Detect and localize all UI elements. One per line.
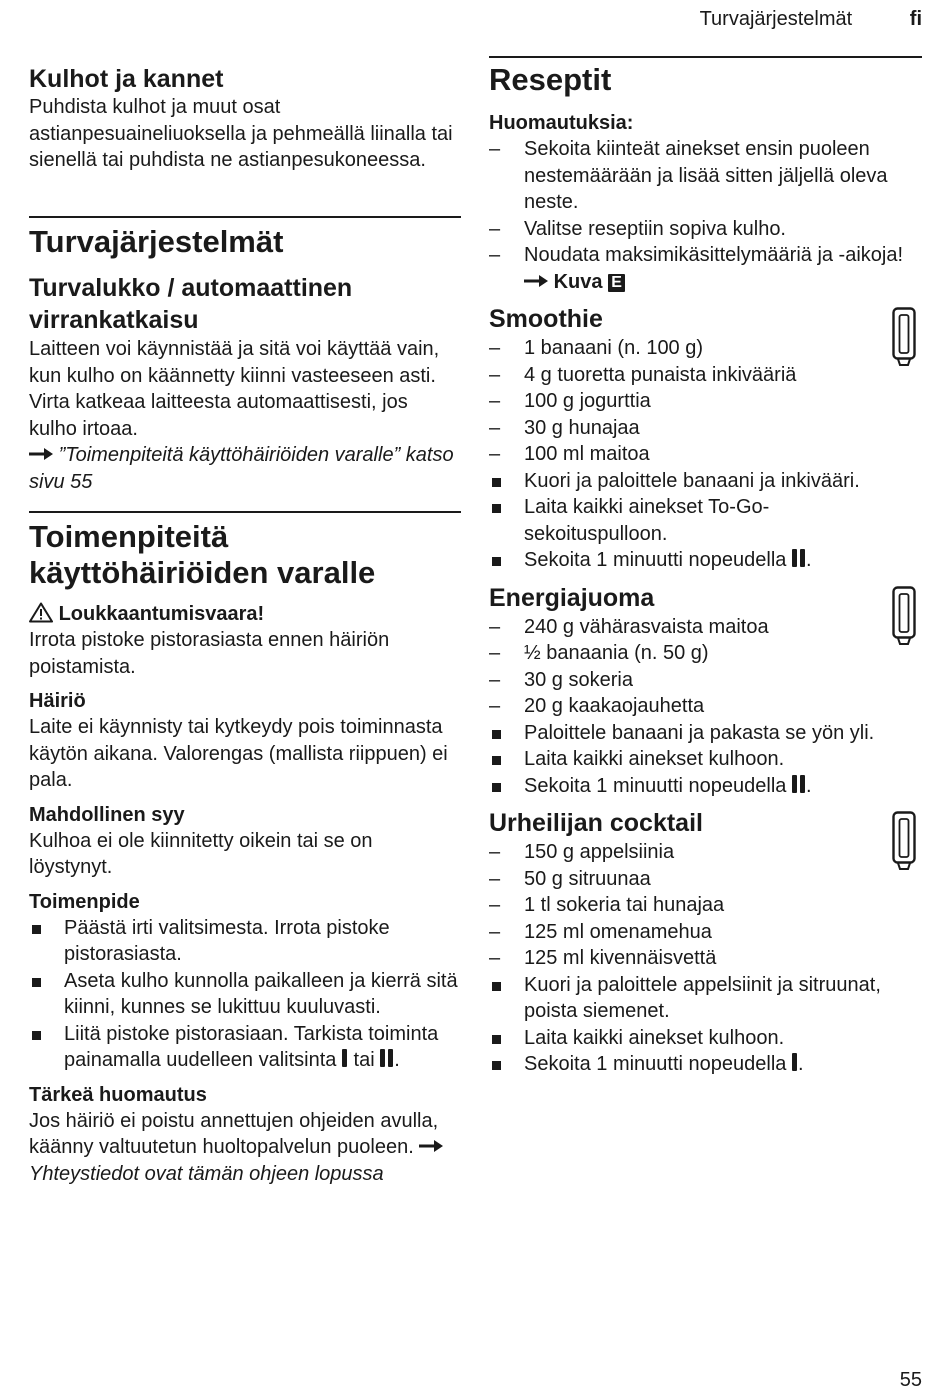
reseptit-section <box>489 62 922 1078</box>
list-item: Sekoita 1 minuutti nopeudella . <box>489 773 922 800</box>
list-item: Sekoita 1 minuutti nopeudella . <box>489 1051 922 1078</box>
list-item: Sekoita 1 minuutti nopeudella . <box>489 547 922 574</box>
ingredients-list <box>489 335 922 468</box>
list-item: – 4 g tuoretta punaista inkivääriä <box>489 362 922 389</box>
syy-body: Kulhoa ei ole kiinnitetty oikein tai se on löystynyt. <box>29 829 373 878</box>
divider <box>29 511 461 513</box>
turva-section <box>29 224 461 495</box>
notes-list <box>489 136 922 295</box>
divider <box>29 216 461 218</box>
arrow-right-icon <box>419 1140 443 1152</box>
steps-list <box>489 720 922 800</box>
list-item: Kuori ja paloittele banaani ja inkivääri. <box>489 468 922 495</box>
syy-label: Mahdollinen syy <box>29 803 185 826</box>
recipe-energiajuoma <box>489 582 922 614</box>
turva-body: Laitteen voi käynnistää ja sitä voi käyttää vain, kun kulho on käännetty kiinni vasteeseen asti. Virta katkeaa laitteesta automaattisesti, jos kulho irtoaa. <box>29 338 440 440</box>
list-item: – 100 ml maitoa <box>489 441 922 468</box>
notes-label: Huomautuksia: <box>489 112 634 134</box>
recipe-urheilijan-cocktail <box>489 807 922 839</box>
list-item: Paloittele banaani ja pakasta se yön yli. <box>489 720 922 747</box>
warning-heading <box>29 601 461 627</box>
toimen-title: Toimenpiteitä käyttöhäiriöiden varalle <box>29 519 376 590</box>
list-item: – 150 g appelsiinia <box>489 839 922 866</box>
kulhot-title: Kulhot ja kannet <box>29 65 224 93</box>
ingredients-list <box>489 614 922 720</box>
divider <box>489 56 922 58</box>
toimenpide-label: Toimenpide <box>29 890 140 913</box>
page-number: 55 <box>899 1368 922 1391</box>
speed-2-icon <box>792 548 806 568</box>
turva-subtitle: Turvalukko / automaattinen virrankatkaisu <box>29 274 353 334</box>
kulhot-section <box>29 64 461 174</box>
page-header <box>700 6 922 33</box>
list-item: – 1 banaani (n. 100 g) <box>489 335 922 362</box>
warning-body: Irrota pistoke pistorasiasta ennen häiriön poistamista. <box>29 629 390 678</box>
ingredients-list <box>489 839 922 972</box>
list-item: Päästä irti valitsimesta. Irrota pistoke pistorasiasta. <box>29 915 461 968</box>
list-item: – Noudata maksimikäsittelymääriä ja -aikoja! Kuva E <box>489 242 922 295</box>
recipe-title: Energiajuoma <box>489 583 655 612</box>
list-item: – 30 g hunajaa <box>489 415 922 442</box>
list-item: – 1 tl sokeria tai hunajaa <box>489 892 922 919</box>
list-item: Aseta kulho kunnolla paikalleen ja kierrä sitä kiinni, kunnes se lukittuu kuuluvasti. <box>29 968 461 1021</box>
speed-1-icon <box>342 1048 348 1068</box>
tarkea-body: Jos häiriö ei poistu annettujen ohjeiden avulla, käänny valtuutetun huoltopalvelun puoleen. <box>29 1109 439 1158</box>
steps-list <box>489 972 922 1078</box>
reseptit-title: Reseptit <box>489 62 612 97</box>
list-item: – 100 g jogurttia <box>489 388 922 415</box>
recipe-title: Urheilijan cocktail <box>489 809 703 837</box>
steps-list <box>489 468 922 574</box>
list-item: Liitä pistoke pistorasiaan. Tarkista toiminta painamalla uudelleen valitsinta tai . <box>29 1021 461 1074</box>
list-item: – 125 ml kivennäisvettä <box>489 945 922 972</box>
turva-reference-link[interactable]: ”Toimenpiteitä käyttöhäiriöiden varalle” katso sivu 55 <box>29 444 454 493</box>
list-item: Laita kaikki ainekset kulhoon. <box>489 1025 922 1052</box>
list-item: – Sekoita kiinteät ainekset ensin puoleen nestemäärään ja lisää sitten jäljellä oleva neste. <box>489 136 922 216</box>
warning-title: Loukkaantumisvaara! <box>58 603 265 625</box>
list-item: – Valitse reseptiin sopiva kulho. <box>489 216 922 243</box>
arrow-right-icon <box>524 275 548 287</box>
list-item: – 240 g vähärasvaista maitoa <box>489 614 922 641</box>
header-language-code: fi <box>909 8 922 30</box>
list-item: – ½ banaania (n. 50 g) <box>489 640 922 667</box>
arrow-right-icon <box>29 448 53 460</box>
hairio-body: Laite ei käynnisty tai kytkeydy pois toiminnasta käytön aikana. Valorengas (mallista riippuen) ei pala. <box>29 716 448 791</box>
recipe-title: Smoothie <box>489 305 603 333</box>
list-item: – 20 g kaakaojauhetta <box>489 693 922 720</box>
list-item: – 30 g sokeria <box>489 667 922 694</box>
figure-reference[interactable]: Kuva <box>553 270 603 293</box>
list-item: – 125 ml omenamehua <box>489 919 922 946</box>
toimenpide-steps <box>29 915 461 1074</box>
toimen-section <box>29 519 461 1187</box>
recipe-smoothie <box>489 303 922 335</box>
tarkea-reference-link[interactable]: Yhteystiedot ovat tämän ohjeen lopussa <box>29 1162 384 1185</box>
speed-2-icon <box>380 1048 394 1068</box>
list-item: – 50 g sitruunaa <box>489 866 922 893</box>
tarkea-label: Tärkeä huomautus <box>29 1083 207 1106</box>
speed-2-icon <box>792 774 806 794</box>
warning-icon <box>29 602 53 623</box>
hairio-label: Häiriö <box>29 690 86 712</box>
list-item: Kuori ja paloittele appelsiinit ja sitruunat, poista siemenet. <box>489 972 922 1025</box>
turva-title: Turvajärjestelmät <box>29 224 284 259</box>
figure-letter-badge: E <box>608 274 625 292</box>
list-item: Laita kaikki ainekset To-Go-sekoituspulloon. <box>489 494 922 547</box>
speed-1-icon <box>792 1052 798 1072</box>
kulhot-body: Puhdista kulhot ja muut osat astianpesuaineliuoksella ja pehmeällä liinalla tai sienellä tai puhdista ne astianpesukoneessa. <box>29 96 453 171</box>
header-section-title: Turvajärjestelmät <box>699 8 853 30</box>
list-item: Laita kaikki ainekset kulhoon. <box>489 746 922 773</box>
